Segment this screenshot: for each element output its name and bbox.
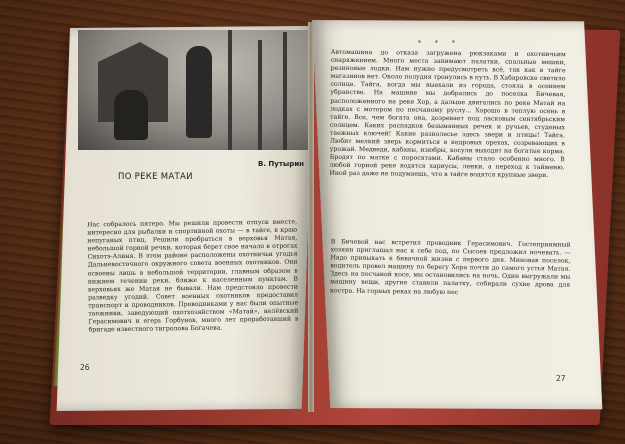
tree-trunk <box>283 32 287 150</box>
left-page-text <box>87 219 299 360</box>
right-page-number: 27 <box>556 374 566 383</box>
crouching-figure <box>114 90 148 140</box>
illustration-photo <box>78 30 308 150</box>
right-page-text-top <box>329 49 566 213</box>
section-stars: * * * <box>418 40 461 47</box>
chapter-title: ПО РЕКЕ МАТАИ <box>118 172 193 182</box>
tree-trunk <box>258 40 262 150</box>
standing-figure <box>186 46 212 138</box>
book-gutter <box>308 22 314 412</box>
author-name: В. Путырин <box>258 160 304 168</box>
right-paragraph-bottom: В Бичевой нас встретил проводник Герасимович. Гостеприимный хозяин приглашал нас к себе под, по Сысоев предложил ночевать. — Надо привыкать к бивачной жизни с первого дня. Миновав поселок, водитель провел машину по берегу Хора почти до самого устья Матая. Здесь на песчаной косе, мы остановились на ночь. Один выгружали мы машину вещи, другие ставили палатку, собирали сухие дрова для костра. На горных реках на любую пес <box>330 238 571 296</box>
left-paragraph: Нас собралось пятеро. Мы решили провести отпуск вместе, интересно для рыбалки и спортивной охоты — в тайге, в краю непуганых птиц. Решили пробраться в верховья Матая, небольшой горной речки, которая берет свое начало в отрогах Сихотэ-Алиня. В этом районе расположены охотничьи угодья Дальневосточного окружного совета военных охотников. Они освоены лишь в небольшой территории, главным образом в нижнем течении реки, ближе к населенным пунктам. В верховьях же Матая не бывали. Нам предстояло провести разведку угодий. Совет военных охотников предоставил транспорт и проводников. Проводниками у нас были опытные таежники, заведующий охотхозяйством «Матай», нелёвский Герасимович и егерь Горбунов, много лет проработавший в бригаде известного тигролова Богачева. <box>87 218 299 334</box>
left-page-number: 26 <box>80 363 90 372</box>
tree-trunk <box>228 30 232 150</box>
right-paragraph-top: Автомашина до отказа загружена рюкзаками и охотничьим снаряжением. Много места занимают палатки, спальные мешки, резиновые лодки. Нам нужно предусмотреть всё, так как в тайге магазинов нет. Около полудня тронулись в путь. В Хабаровске светило солнце. Тайга, когда мы выехали из города, стояла в осеннем убранстве. На машине мы добрались до поселка Бичевая, расположенного на реке Хор, а дальше двигались по реке Матай на лодках с мотором по песчаному руслу... Хорошо в теплую осень в тайге. Все, чем богата она, дозревает под ласковым сентябрьским солнцем. Каких распадков безымянных речек и ручьев, студеных таежных ключей! Какие разнолесье здесь звери и птицы! Тайга. Любит мелкий зверь кормиться в кедровых орехах, созревающих в урожай. Медведи, кабаны, изюбры, косули выходят на богатые корма. Бродят по матке с поросятами. Кабаны стало особенно много. В любой горной реке водятся хариусы, ленки, а переход к тайменю. Иной раз даже не подумаешь, что в тайге водятся крупные звери. <box>329 48 566 180</box>
right-page-text-bottom <box>329 238 571 351</box>
